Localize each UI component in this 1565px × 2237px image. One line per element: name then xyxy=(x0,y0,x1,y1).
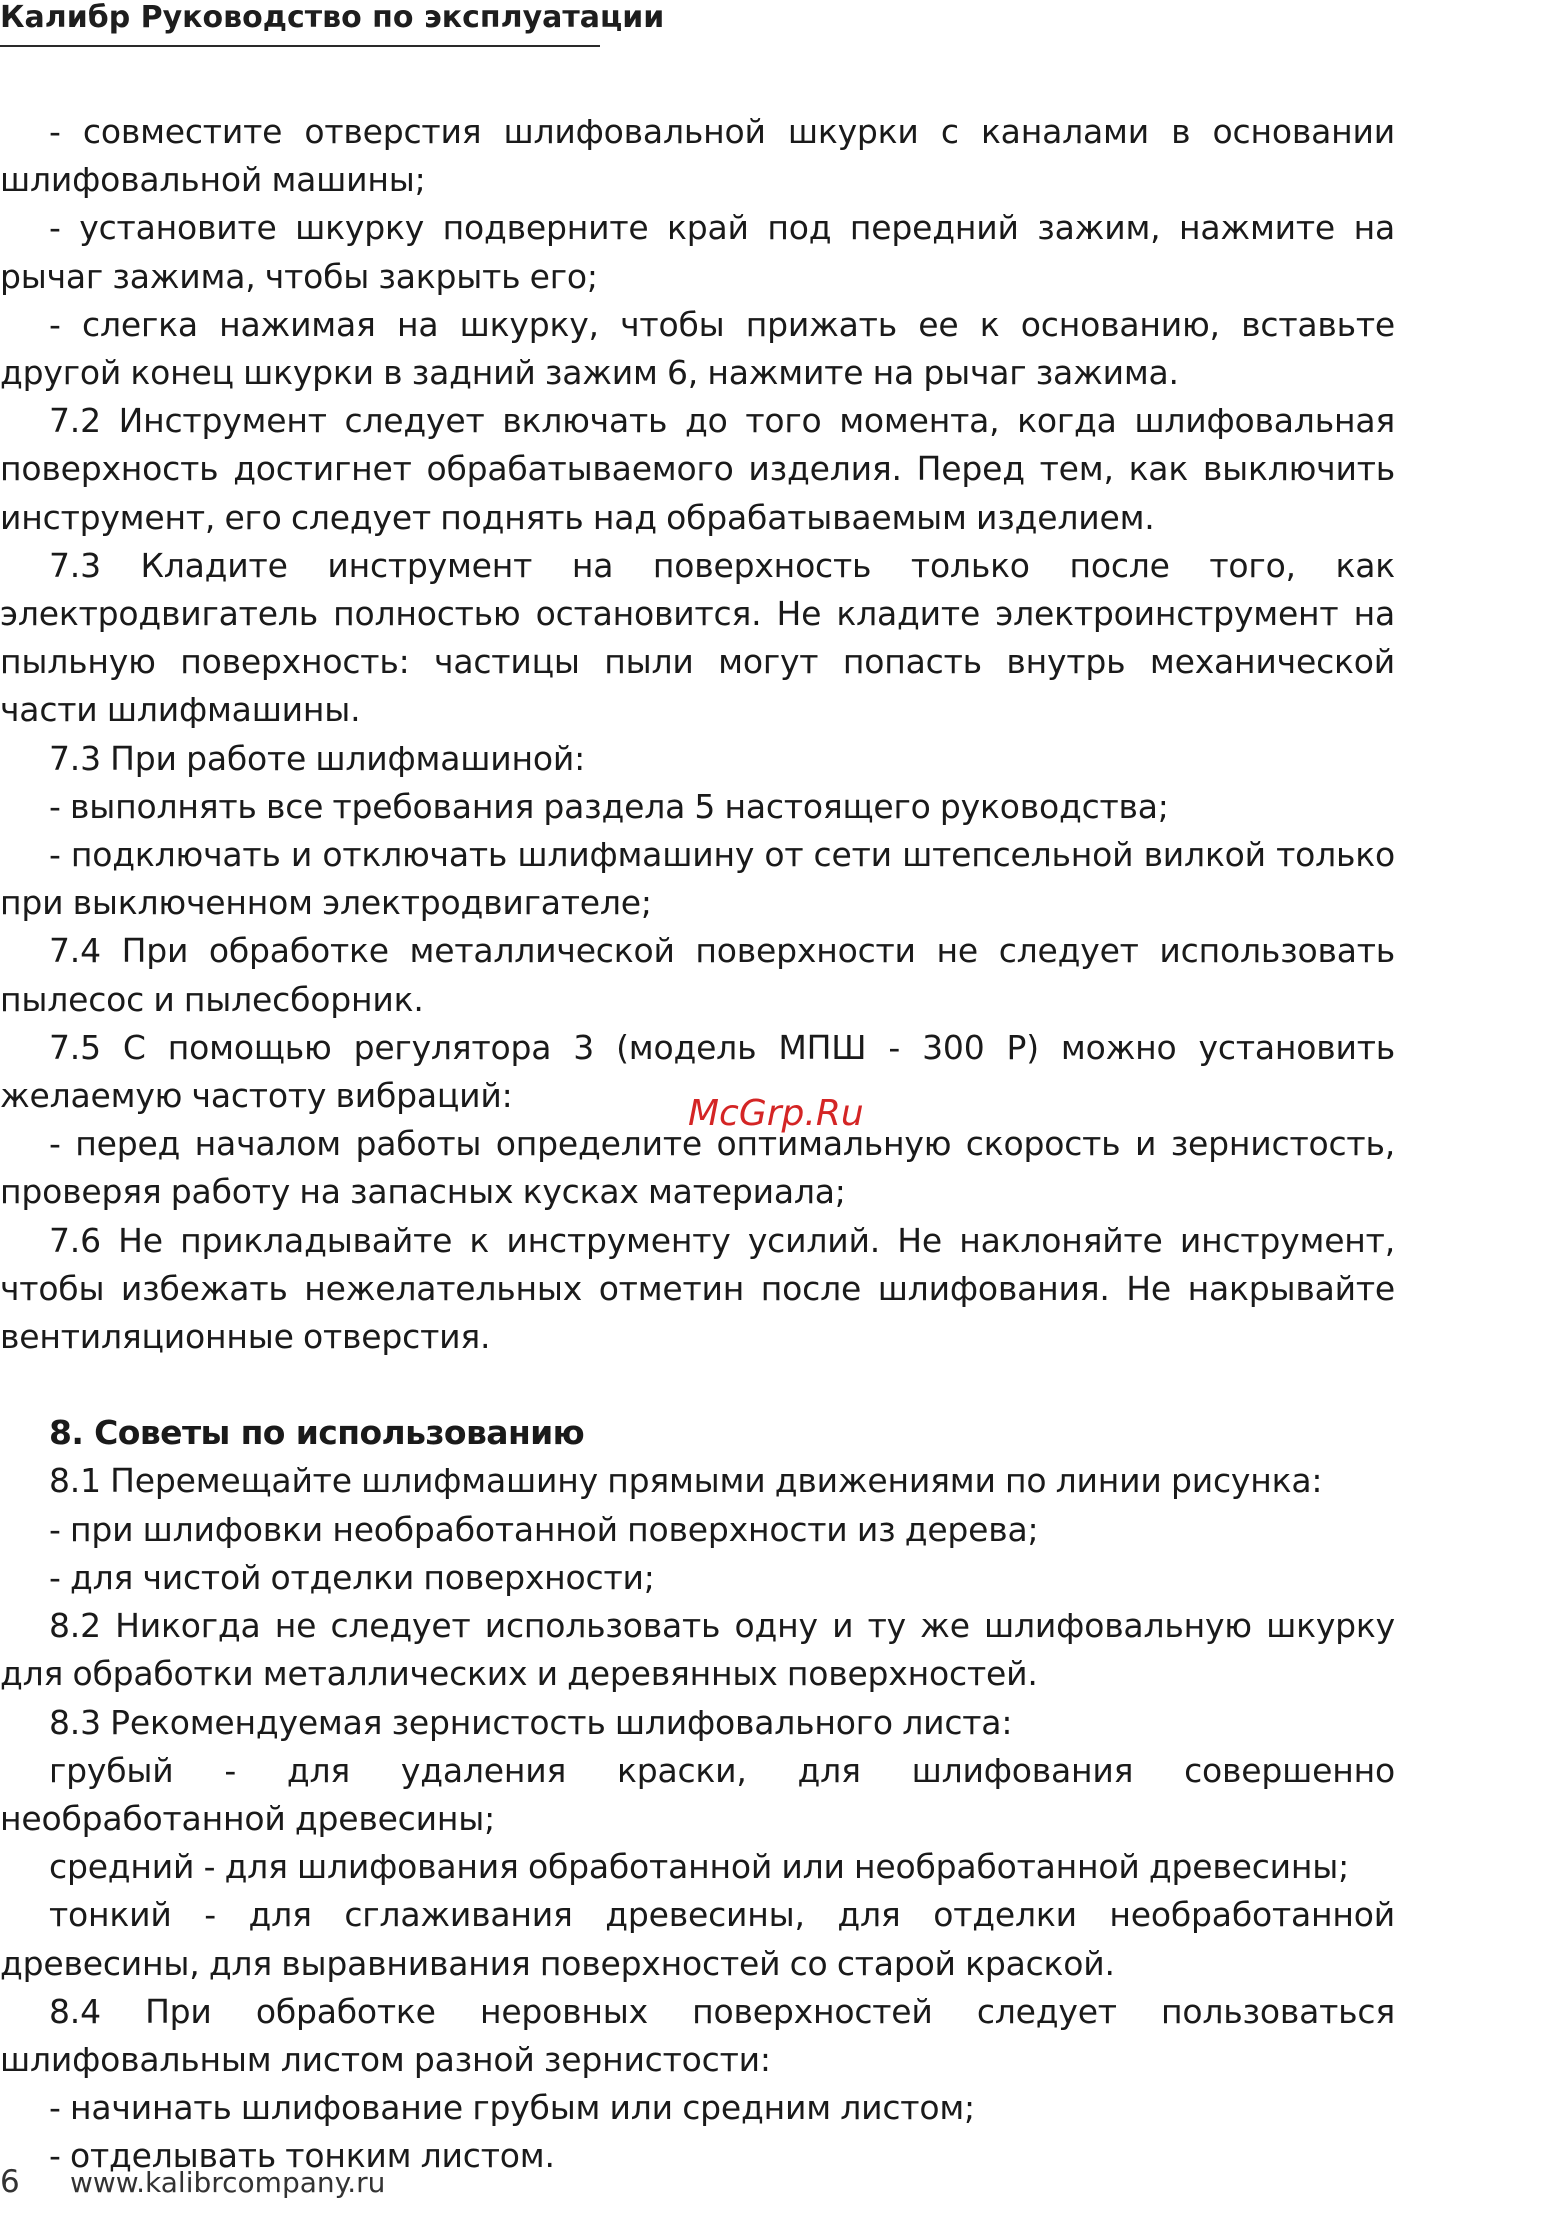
paragraph: 8.3 Рекомендуемая зернистость шлифовального листа: xyxy=(49,1702,1013,1742)
watermark: McGrp.Ru xyxy=(688,1093,864,1134)
paragraph: - слегка нажимая на шкурку, чтобы прижать ее к основанию, вставьте другой конец шкурки в задний зажим 6, нажмите на рычаг зажима. xyxy=(0,304,1395,393)
paragraph: - выполнять все требования раздела 5 настоящего руководства; xyxy=(49,786,1169,826)
paragraph: 8.1 Перемещайте шлифмашину прямыми движениями по линии рисунка: xyxy=(49,1461,1323,1501)
footer-website: www.kalibrcompany.ru xyxy=(70,2166,386,2199)
paragraph: 7.2 Инструмент следует включать до того момента, когда шлифовальная поверхность достигнет обрабатываемого изделия. Перед тем, как выключить инструмент, его следует поднять над обрабатываемым изделием. xyxy=(0,401,1395,537)
paragraph: - отделывать тонким листом. xyxy=(49,2136,555,2176)
paragraph: - для чистой отделки поверхности; xyxy=(49,1557,655,1597)
paragraph: - подключать и отключать шлифмашину от сети штепсельной вилкой только при выключенном электродвигателе; xyxy=(0,835,1395,923)
paragraph: - начинать шлифование грубым или средним листом; xyxy=(49,2088,975,2128)
paragraph: 8.2 Никогда не следует использовать одну и ту же шлифовальную шкурку для обработки металлических и деревянных поверхностей. xyxy=(0,1606,1395,1694)
page-number: 6 xyxy=(0,2164,20,2200)
paragraph: 7.3 Кладите инструмент на поверхность только после того, как электродвигатель полностью остановится. Не кладите электроинструмент на пыльную поверхность: частицы пыли могут попасть внутрь механической части шлифмашины. xyxy=(0,545,1395,730)
paragraph: 7.3 При работе шлифмашиной: xyxy=(49,738,586,778)
paragraph: 7.6 Не прикладывайте к инструменту усилий. Не наклоняйте инструмент, чтобы избежать нежелательных отметин после шлифования. Не накрывайте вентиляционные отверстия. xyxy=(0,1220,1395,1357)
running-header xyxy=(0,0,665,47)
paragraph: тонкий - для сглаживания древесины, для отделки необработанной древесины, для выравнивания поверхностей со старой краской. xyxy=(0,1895,1395,1983)
page-body xyxy=(0,108,1395,2181)
paragraph: - совместите отверстия шлифовальной шкурки с каналами в основании шлифовальной машины; xyxy=(0,112,1395,200)
paragraph: 7.5 С помощью регулятора 3 (модель МПШ - 300 Р) можно установить желаемую частоту вибраций: xyxy=(0,1027,1395,1116)
paragraph: 8.4 При обработке неровных поверхностей следует пользоваться шлифовальным листом разной зернистости: xyxy=(0,1991,1395,2079)
page-footer xyxy=(0,2164,385,2201)
section-spacer xyxy=(0,1361,1395,1409)
paragraph: - установите шкурку подверните край под передний зажим, нажмите на рычаг зажима, чтобы закрыть его; xyxy=(0,208,1395,296)
document-title: Калибр Руководство по эксплуатации xyxy=(0,0,665,35)
paragraph: средний - для шлифования обработанной или необработанной древесины; xyxy=(49,1847,1350,1887)
paragraph: грубый - для удаления краски, для шлифования совершенно необработанной древесины; xyxy=(0,1750,1395,1838)
paragraph: 7.4 При обработке металлической поверхности не следует использовать пылесос и пылесборник. xyxy=(0,931,1395,1019)
paragraph: - перед началом работы определите оптимальную скорость и зернистость, проверяя работу на запасных кусках материала; xyxy=(0,1124,1395,1212)
section-heading: 8. Советы по использованию xyxy=(49,1413,585,1453)
paragraph: - при шлифовки необработанной поверхности из дерева; xyxy=(49,1509,1039,1549)
